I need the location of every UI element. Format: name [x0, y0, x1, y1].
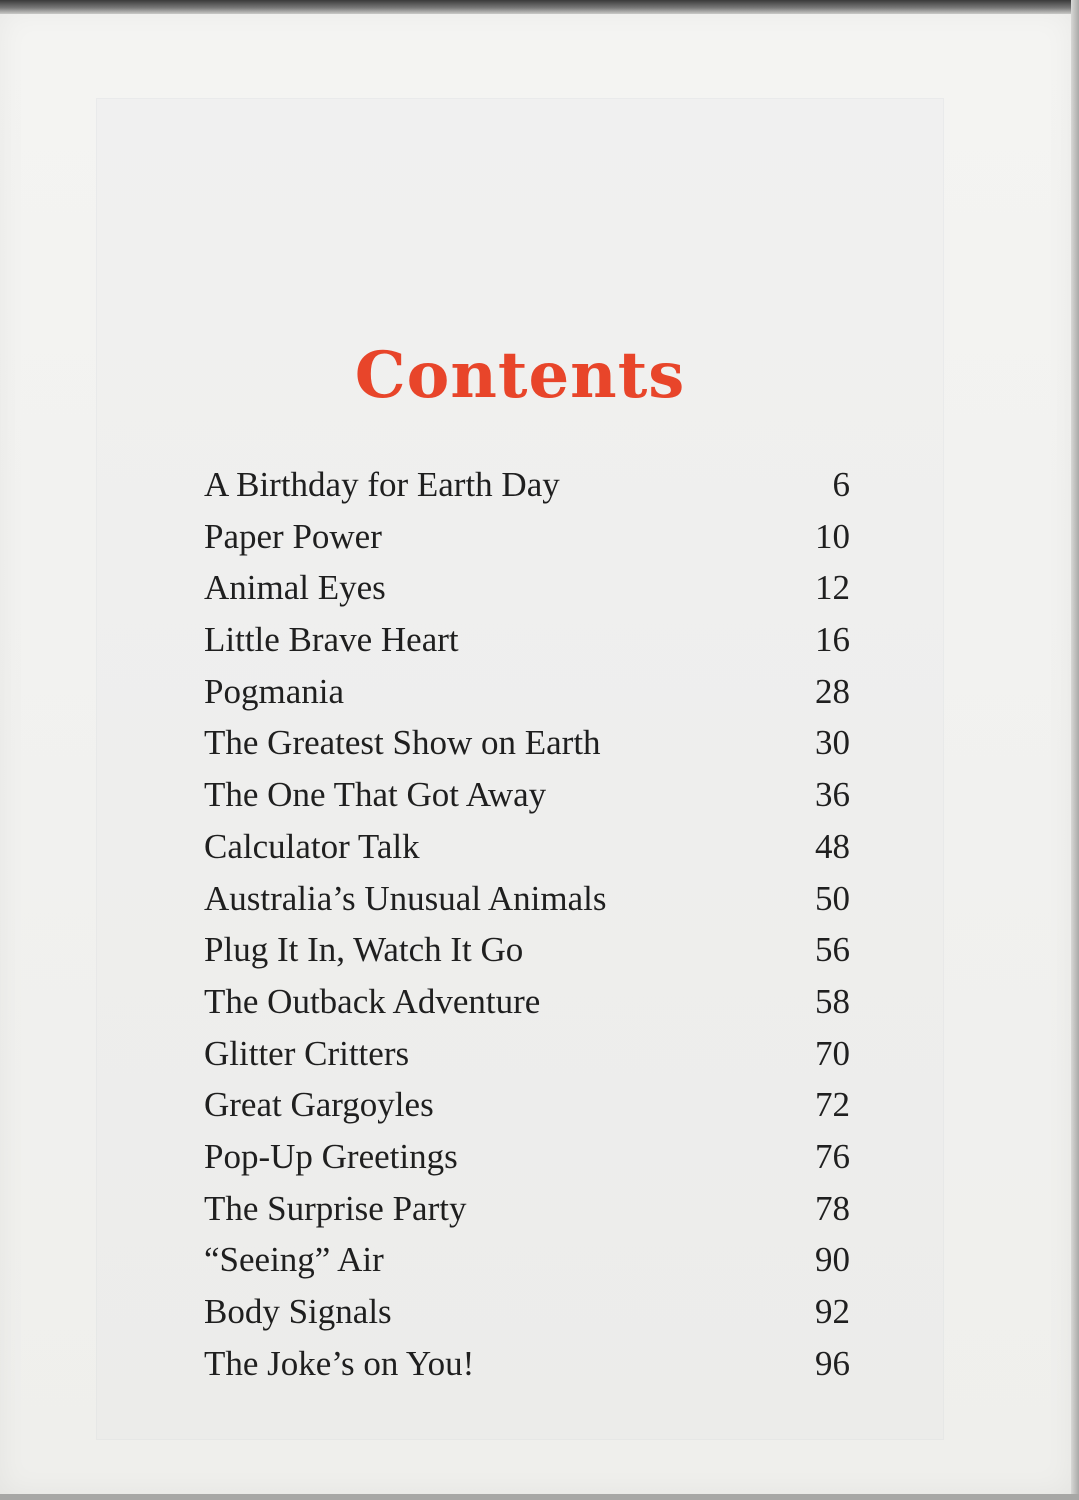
- toc-entry-title: The Greatest Show on Earth: [204, 723, 601, 763]
- toc-entry: [204, 1189, 850, 1241]
- toc-entry-page: 56: [815, 930, 850, 970]
- toc-entry-page: 50: [815, 878, 850, 918]
- toc-entry: [204, 1240, 850, 1292]
- toc-entry: [204, 568, 850, 620]
- toc-entry-title: The Outback Adventure: [204, 981, 541, 1021]
- page-top-shadow: [0, 0, 1079, 14]
- toc-entry: [204, 620, 850, 672]
- toc-entry-page: 58: [815, 981, 850, 1021]
- toc-entry-title: Pogmania: [204, 671, 344, 711]
- toc-entry: [204, 1085, 850, 1137]
- toc-entry: [204, 517, 850, 569]
- toc-entry-page: 30: [815, 723, 850, 763]
- toc-entry: [204, 879, 850, 931]
- toc-entry: [204, 775, 850, 827]
- toc-entry-page: 48: [815, 826, 850, 866]
- toc-entry: [204, 930, 850, 982]
- toc-entry-page: 6: [832, 465, 850, 504]
- toc-entry: [204, 1034, 850, 1086]
- table-of-contents: [204, 465, 850, 1395]
- page-bottom-edge: [0, 1494, 1079, 1500]
- toc-entry-title: Little Brave Heart: [204, 620, 459, 660]
- toc-entry-title: Plug It In, Watch It Go: [204, 930, 524, 970]
- toc-entry-title: “Seeing” Air: [204, 1240, 384, 1280]
- toc-entry-title: The Surprise Party: [204, 1188, 467, 1228]
- toc-entry-title: Pop-Up Greetings: [204, 1136, 458, 1176]
- contents-heading: Contents: [354, 338, 686, 413]
- book-page: [0, 10, 1072, 1494]
- toc-entry-page: 28: [815, 671, 850, 711]
- toc-entry-page: 96: [815, 1343, 850, 1383]
- toc-entry-page: 92: [815, 1292, 850, 1331]
- toc-entry-page: 12: [815, 568, 850, 608]
- toc-entry-title: Body Signals: [204, 1292, 392, 1331]
- toc-entry-title: Calculator Talk: [204, 826, 420, 866]
- toc-entry-title: Animal Eyes: [204, 568, 386, 608]
- page-right-edge: [1071, 0, 1079, 1500]
- toc-entry-page: 90: [815, 1240, 850, 1280]
- toc-entry-title: Great Gargoyles: [204, 1085, 434, 1125]
- toc-entry-title: The Joke’s on You!: [204, 1343, 475, 1383]
- toc-entry-title: Paper Power: [204, 516, 382, 556]
- toc-entry: [204, 1292, 850, 1344]
- toc-entry-page: 76: [815, 1136, 850, 1176]
- toc-entry-page: 72: [815, 1085, 850, 1125]
- toc-entry-page: 10: [815, 516, 850, 556]
- toc-entry-page: 36: [815, 775, 850, 815]
- toc-entry-page: 78: [815, 1188, 850, 1228]
- toc-entry: [204, 827, 850, 879]
- toc-entry-title: The One That Got Away: [204, 775, 547, 815]
- toc-entry-page: 16: [815, 620, 850, 660]
- toc-entry: [204, 1137, 850, 1189]
- toc-entry: [204, 982, 850, 1034]
- toc-entry: [204, 1344, 850, 1396]
- toc-entry-title: A Birthday for Earth Day: [204, 465, 560, 504]
- toc-entry-title: Glitter Critters: [204, 1033, 410, 1073]
- toc-entry: [204, 465, 850, 517]
- toc-entry: [204, 672, 850, 724]
- toc-entry-title: Australia’s Unusual Animals: [204, 878, 607, 918]
- toc-entry-page: 70: [815, 1033, 850, 1073]
- toc-entry: [204, 723, 850, 775]
